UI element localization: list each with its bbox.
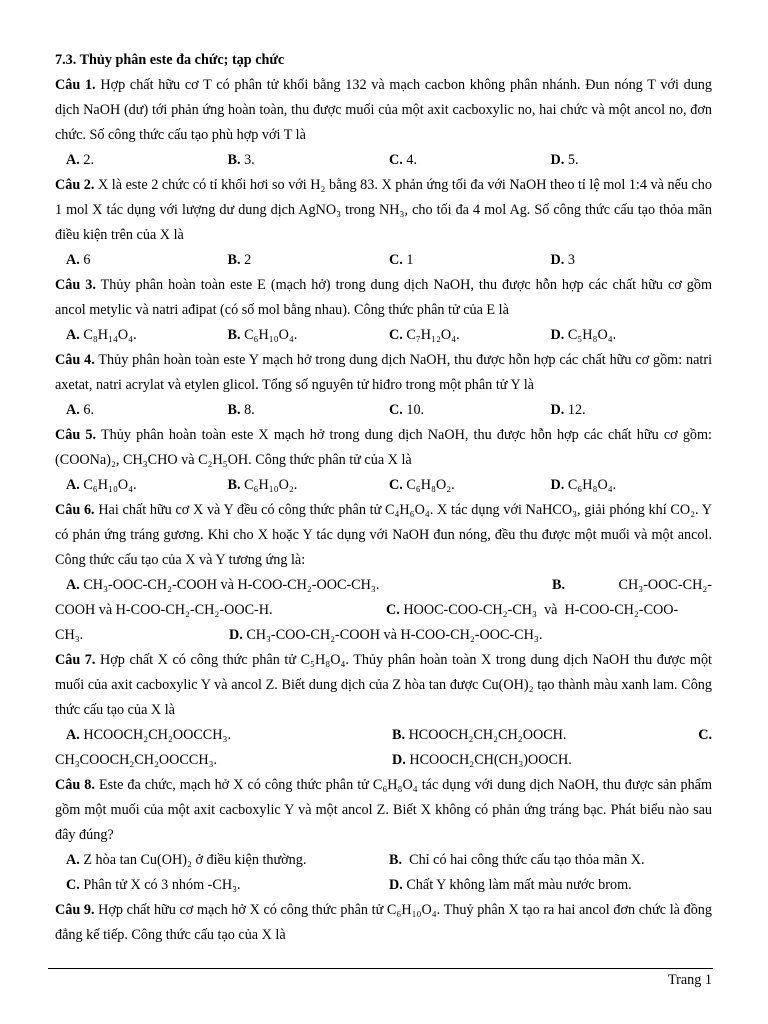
question-6-options-line-2 [55, 598, 712, 623]
question-text: Hợp chất X có công thức phân tử C₅H₈O₄. Thủy phân hoàn toàn X trong dung dịch NaOH thu được một muối của axit cacboxylic Y và ancol Z. Biết dung dịch của Z hòa tan được Cu(OH)₂ tạo thành màu xanh lam. Công thức cấu tạo của X là [55, 652, 712, 718]
question-9 [55, 898, 712, 948]
option-c: C. Phân tử X có 3 nhóm -CH₃. [66, 877, 241, 893]
page-number: Trang 1 [667, 972, 712, 988]
option-a: A. 6. [66, 402, 94, 418]
question-4-options [55, 398, 712, 423]
question-number: Câu 7. [55, 652, 96, 668]
option-c: C. HOOC-COO-CH₂-CH₃ và H-COO-CH₂-COO- [386, 602, 679, 618]
question-8-options-line-2 [55, 873, 712, 898]
option-b: B. HCOOCH₂CH₂CH₂OOCH. [392, 727, 567, 743]
option-d: D. 5. [550, 152, 579, 168]
option-d: D. Chất Y không làm mất màu nước brom. [389, 877, 632, 893]
question-5 [55, 423, 712, 473]
question-7-options-line-2 [55, 748, 712, 773]
option-a: A. C₈H₁₄O₄. [66, 327, 137, 343]
option-c: C. 1 [389, 252, 414, 268]
option-a: A. CH₃-OOC-CH₂-COOH và H-COO-CH₂-OOC-CH₃. [66, 577, 380, 593]
question-text: Thủy phân hoàn toàn este E (mạch hở) trong dung dịch NaOH, thu được hỗn hợp các chất hữu cơ gồm ancol metylic và natri ađipat (có số mol bằng nhau). Công thức phân tử của E là [55, 277, 713, 318]
footer-divider [48, 968, 713, 969]
question-5-options [55, 473, 712, 498]
question-number: Câu 3. [55, 277, 96, 293]
option-c: CH₃COOCH₂CH₂OOCCH₃. [55, 752, 218, 768]
question-text: Este đa chức, mạch hở X có công thức phân tử C₆H₈O₄ tác dụng với dung dịch NaOH, thu được sản phẩm gồm một muối của một axit cacboxylic Y và một ancol Z. Biết X không có phản ứng tráng bạc. Phát biểu nào sau đây đúng? [55, 777, 713, 843]
option-b-continued: COOH và H-COO-CH₂-CH₂-OOC-H. [55, 602, 273, 618]
question-6-options-line-1 [55, 573, 712, 598]
section-title: 7.3. Thủy phân este đa chức; tạp chức [55, 52, 285, 68]
question-text: Thủy phân hoàn toàn este X mạch hở trong dung dịch NaOH, thu được hỗn hợp các chất hữu cơ gồm: (COONa)₂, CH₃CHO và C₂H₅OH. Công thức phân tử của X là [55, 427, 712, 468]
option-c-label: C. [698, 727, 712, 743]
question-8-options-line-1 [55, 848, 712, 873]
option-c: C. 10. [389, 402, 425, 418]
option-a: A. 6 [66, 252, 91, 268]
question-number: Câu 6. [55, 502, 95, 518]
option-d: D. C₆H₈O₄. [550, 477, 617, 493]
question-text: Hai chất hữu cơ X và Y đều có công thức phân tử C₄H₆O₄. X tác dụng với NaHCO₃, giải phóng khí CO₂. Y có phản ứng tráng gương. Khi cho X hoặc Y tác dụng với NaOH đun nóng, đều thu được một muối và một ancol. Công thức cấu tạo của X và Y tương ứng là: [55, 502, 712, 568]
option-b: B. Chỉ có hai công thức cấu tạo thỏa mãn X. [389, 852, 645, 868]
option-b: B. 8. [227, 402, 255, 418]
question-text: Hợp chất hữu cơ mạch hở X có công thức phân tử C₆H₁₀O₄. Thuỷ phân X tạo ra hai ancol đơn chức là đồng đẳng kế tiếp. Công thức cấu tạo của X là [55, 902, 712, 943]
question-3 [55, 273, 712, 323]
document-body [55, 48, 712, 948]
question-3-options [55, 323, 712, 348]
option-b: B. C₆H₁₀O₂. [227, 477, 298, 493]
option-b: B. 3. [227, 152, 255, 168]
question-2-options [55, 248, 712, 273]
option-d: D. 3 [550, 252, 575, 268]
question-7-options-line-1 [55, 723, 712, 748]
question-4 [55, 348, 712, 398]
option-a: A. 2. [66, 152, 94, 168]
option-c-continued: CH₃. [55, 627, 84, 643]
option-a: A. Z hòa tan Cu(OH)₂ ở điều kiện thường. [66, 852, 307, 868]
question-number: Câu 5. [55, 427, 97, 443]
option-b: B. C₆H₁₀O₄. [227, 327, 298, 343]
question-number: Câu 2. [55, 177, 95, 193]
option-d: D. 12. [550, 402, 586, 418]
question-6-options-line-3 [55, 623, 712, 648]
option-b: B. CH₃-OOC-CH₂- [552, 577, 712, 593]
question-1 [55, 73, 712, 148]
option-d: D. HCOOCH₂CH(CH₃)OOCH. [392, 752, 572, 768]
question-8 [55, 773, 712, 848]
question-number: Câu 9. [55, 902, 95, 918]
question-number: Câu 4. [55, 352, 95, 368]
option-b: B. 2 [227, 252, 252, 268]
question-6 [55, 498, 712, 573]
question-number: Câu 8. [55, 777, 95, 793]
question-text: X là este 2 chức có tỉ khối hơi so với H₂ bằng 83. X phản ứng tối đa với NaOH theo tỉ lệ mol 1:4 và nếu cho 1 mol X tác dụng với lượng dư dung dịch AgNO₃ trong NH₃, cho tối đa 4 mol Ag. Số công thức cấu tạo thỏa mãn điều kiện trên của X là [55, 177, 712, 243]
option-c: C. C₆H₈O₂. [389, 477, 455, 493]
question-1-options [55, 148, 712, 173]
option-d: D. CH₃-COO-CH₂-COOH và H-COO-CH₂-OOC-CH₃. [229, 627, 543, 643]
question-text: Hợp chất hữu cơ T có phân tử khối bằng 132 và mạch cacbon không phân nhánh. Đun nóng T với dung dịch NaOH (dư) tới phản ứng hoàn toàn, thu được muối của một axit cacboxylic no, hai chức và một ancol no, đơn chức. Số công thức cấu tạo phù hợp với T là [55, 77, 712, 143]
option-c: C. C₇H₁₂O₄. [389, 327, 460, 343]
option-a: A. C₆H₁₀O₄. [66, 477, 137, 493]
question-number: Câu 1. [55, 77, 96, 93]
question-2 [55, 173, 712, 248]
question-7 [55, 648, 712, 723]
option-a: A. HCOOCH₂CH₂OOCCH₃. [66, 727, 232, 743]
question-text: Thủy phân hoàn toàn este Y mạch hở trong dung dịch NaOH, thu được hỗn hợp các chất hữu cơ gồm: natri axetat, natri acrylat và etylen glicol. Tổng số nguyên tử hiđro trong một phân tử Y là [55, 352, 713, 393]
option-d: D. C₅H₈O₄. [550, 327, 617, 343]
option-c: C. 4. [389, 152, 417, 168]
